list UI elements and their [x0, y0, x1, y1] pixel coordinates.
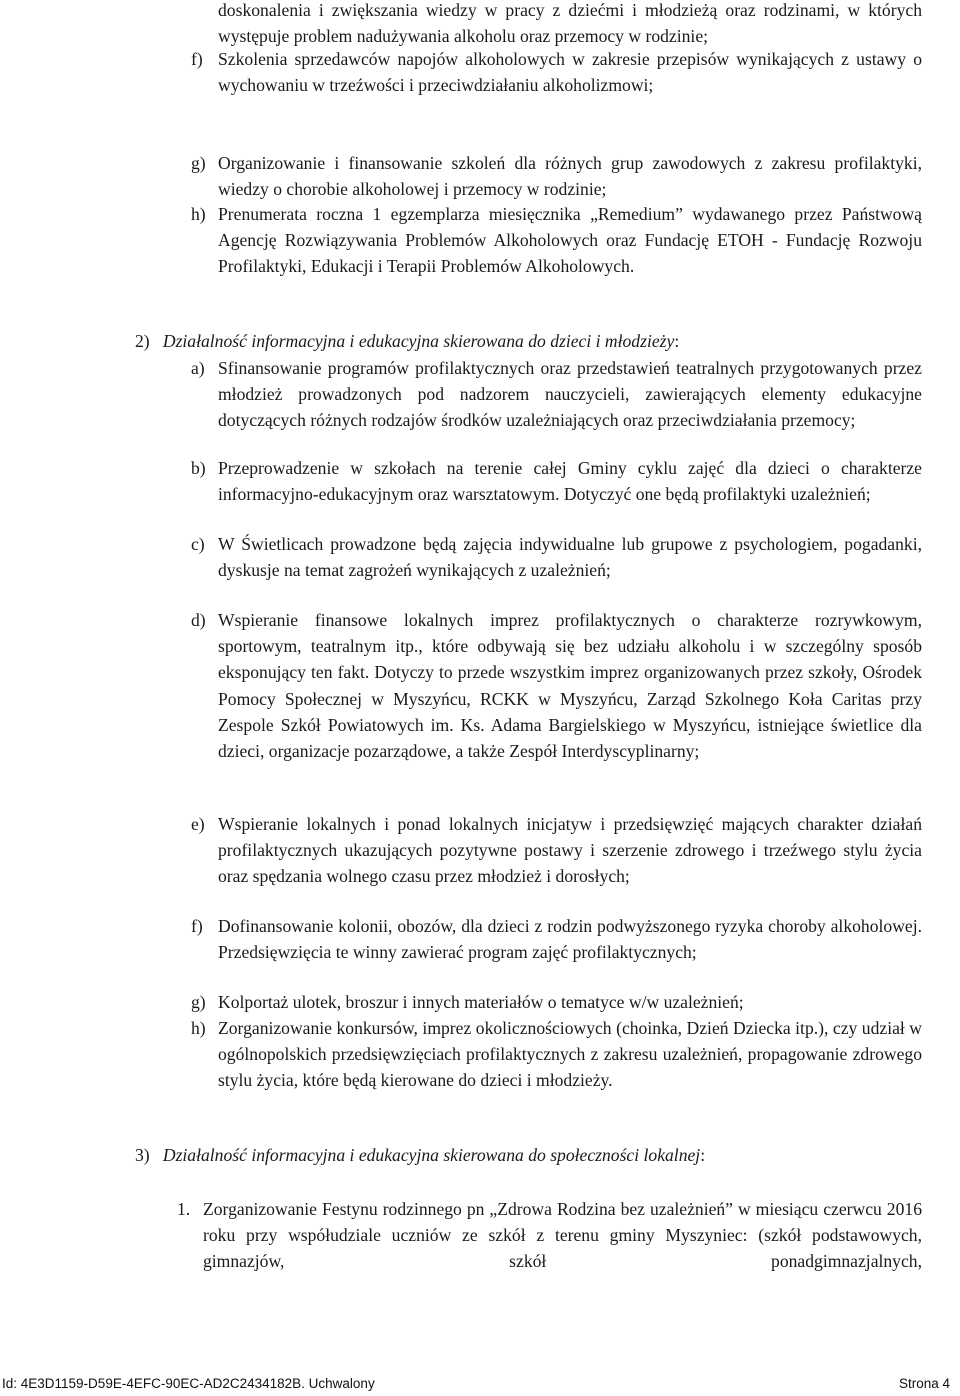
section-heading — [135, 328, 679, 354]
section-number: 3) — [135, 1145, 150, 1165]
list-item-label: a) — [191, 358, 205, 378]
list-item-label: b) — [191, 458, 206, 478]
list-item-text: Kolportaż ulotek, broszur i innych materiałów o tematyce w/w uzależnień; — [218, 992, 744, 1012]
list-item-label: f) — [191, 49, 203, 69]
list-item-label: g) — [191, 992, 206, 1012]
list-item-label: f) — [191, 916, 203, 936]
list-item-text: Szkolenia sprzedawców napojów alkoholowych w zakresie przepisów wynikających z ustawy o wychowaniu w trzeźwości i przeciwdziałaniu alkoholizmowi; — [218, 49, 922, 96]
list-item-text: W Świetlicach prowadzone będą zajęcia indywidualne lub grupowe z psychologiem, pogadanki, dyskusje na temat zagrożeń wynikających z uzależnień; — [218, 534, 922, 581]
list-item-text: Przeprowadzenie w szkołach na terenie całej Gminy cyklu zajęć dla dzieci o charakterze informacyjno-edukacyjnym oraz warsztatowym. Dotyczyć one będą profilaktyki uzależnień; — [218, 458, 922, 505]
section-title: Działalność informacyjna i edukacyjna skierowana do społeczności lokalnej — [162, 1145, 701, 1165]
document-id-footer: Id: 4E3D1159-D59E-4EFC-90EC-AD2C2434182B. Uchwalony — [2, 1376, 375, 1391]
section-number: 2) — [135, 331, 150, 351]
section-title-punct: : — [674, 331, 680, 351]
list-item-label: h) — [191, 204, 206, 224]
list-item-text: Prenumerata roczna 1 egzemplarza miesięcznika „Remedium” wydawanego przez Państwową Agencję Rozwiązywania Problemów Alkoholowych oraz Fundację ETOH - Fundację Rozwoju Profilaktyki, Edukacji i Terapii Problemów Alkoholowych. — [218, 204, 922, 277]
section-title-punct: : — [700, 1145, 706, 1165]
list-item-text: Wspieranie finansowe lokalnych imprez profilaktycznych o charakterze rozrywkowym, sportowym, teatralnym itp., które odbywają się bez udziału alkoholu i w szczególny sposób eksponujący ten fakt. Dotyczy to przede wszystkim imprez organizowanych przez szkoły, Ośrodek Pomocy Społecznej w Myszyńcu, RCKK w Myszyńcu, Zarząd Szkolnego Koła Caritas przy Zespole Szkół Powiatowych im. Ks. Adama Bargielskiego w Myszyńcu, istniejące świetlice dla dzieci, organizacje pozarządowe, a także Zespół Interdyscyplinarny; — [218, 610, 922, 762]
list-item-text: Dofinansowanie kolonii, obozów, dla dzieci z rodzin podwyższonego ryzyka choroby alkoholowej. Przedsięwzięcia te winny zawierać program zajęć profilaktycznych; — [218, 916, 922, 963]
section-title: Działalność informacyjna i edukacyjna skierowana do dzieci i młodzieży — [162, 331, 675, 351]
list-item-text: Zorganizowanie konkursów, imprez okolicznościowych (choinka, Dzień Dziecka itp.), czy udział w ogólnopolskich przedsięwzięciach profilaktycznych z zakresu uzależnień, propagowanie zdrowego stylu życia, które będą kierowane do dzieci i młodzieży. — [218, 1018, 922, 1091]
page-number: Strona 4 — [898, 1376, 950, 1391]
list-item-label: 1. — [177, 1199, 191, 1219]
list-item-label: h) — [191, 1018, 206, 1038]
section-heading — [135, 1142, 705, 1168]
list-item-text: Sfinansowanie programów profilaktycznych oraz przedstawień teatralnych przygotowanych przez młodzież prowadzonych pod nadzorem nauczycieli, zawierających elementy edukacyjne dotyczących różnych rodzajów środków uzależniających oraz przeciwdziałania przemocy; — [218, 358, 922, 431]
list-item-label: e) — [191, 814, 205, 834]
list-item-label: d) — [191, 610, 206, 630]
list-item-text: Organizowanie i finansowanie szkoleń dla różnych grup zawodowych z zakresu profilaktyki, wiedzy o chorobie alkoholowej i przemocy w rodzinie; — [218, 153, 922, 200]
section1-intro: doskonalenia i zwiększania wiedzy w pracy z dziećmi i młodzieżą oraz rodzinami, w których występuje problem nadużywania alkoholu oraz przemocy w rodzinie; — [218, 0, 922, 47]
list-item-text: Zorganizowanie Festynu rodzinnego pn „Zdrowa Rodzina bez uzależnień” w miesiącu czerwcu 2016 roku przy współudziale uczniów ze szkół z terenu gminy Myszyniec: (szkół podstawowych, gimnazjów, szkół ponadgimnazjalnych, — [203, 1199, 922, 1272]
list-item-label: c) — [191, 534, 205, 554]
list-item-text: Wspieranie lokalnych i ponad lokalnych inicjatyw i przedsięwzięć mających charakter działań profilaktycznych ukazujących pozytywne postawy i szerzenie zdrowego i trzeźwego stylu życia oraz spędzania wolnego czasu przez młodzież i dorosłych; — [218, 814, 922, 887]
list-item-label: g) — [191, 153, 206, 173]
